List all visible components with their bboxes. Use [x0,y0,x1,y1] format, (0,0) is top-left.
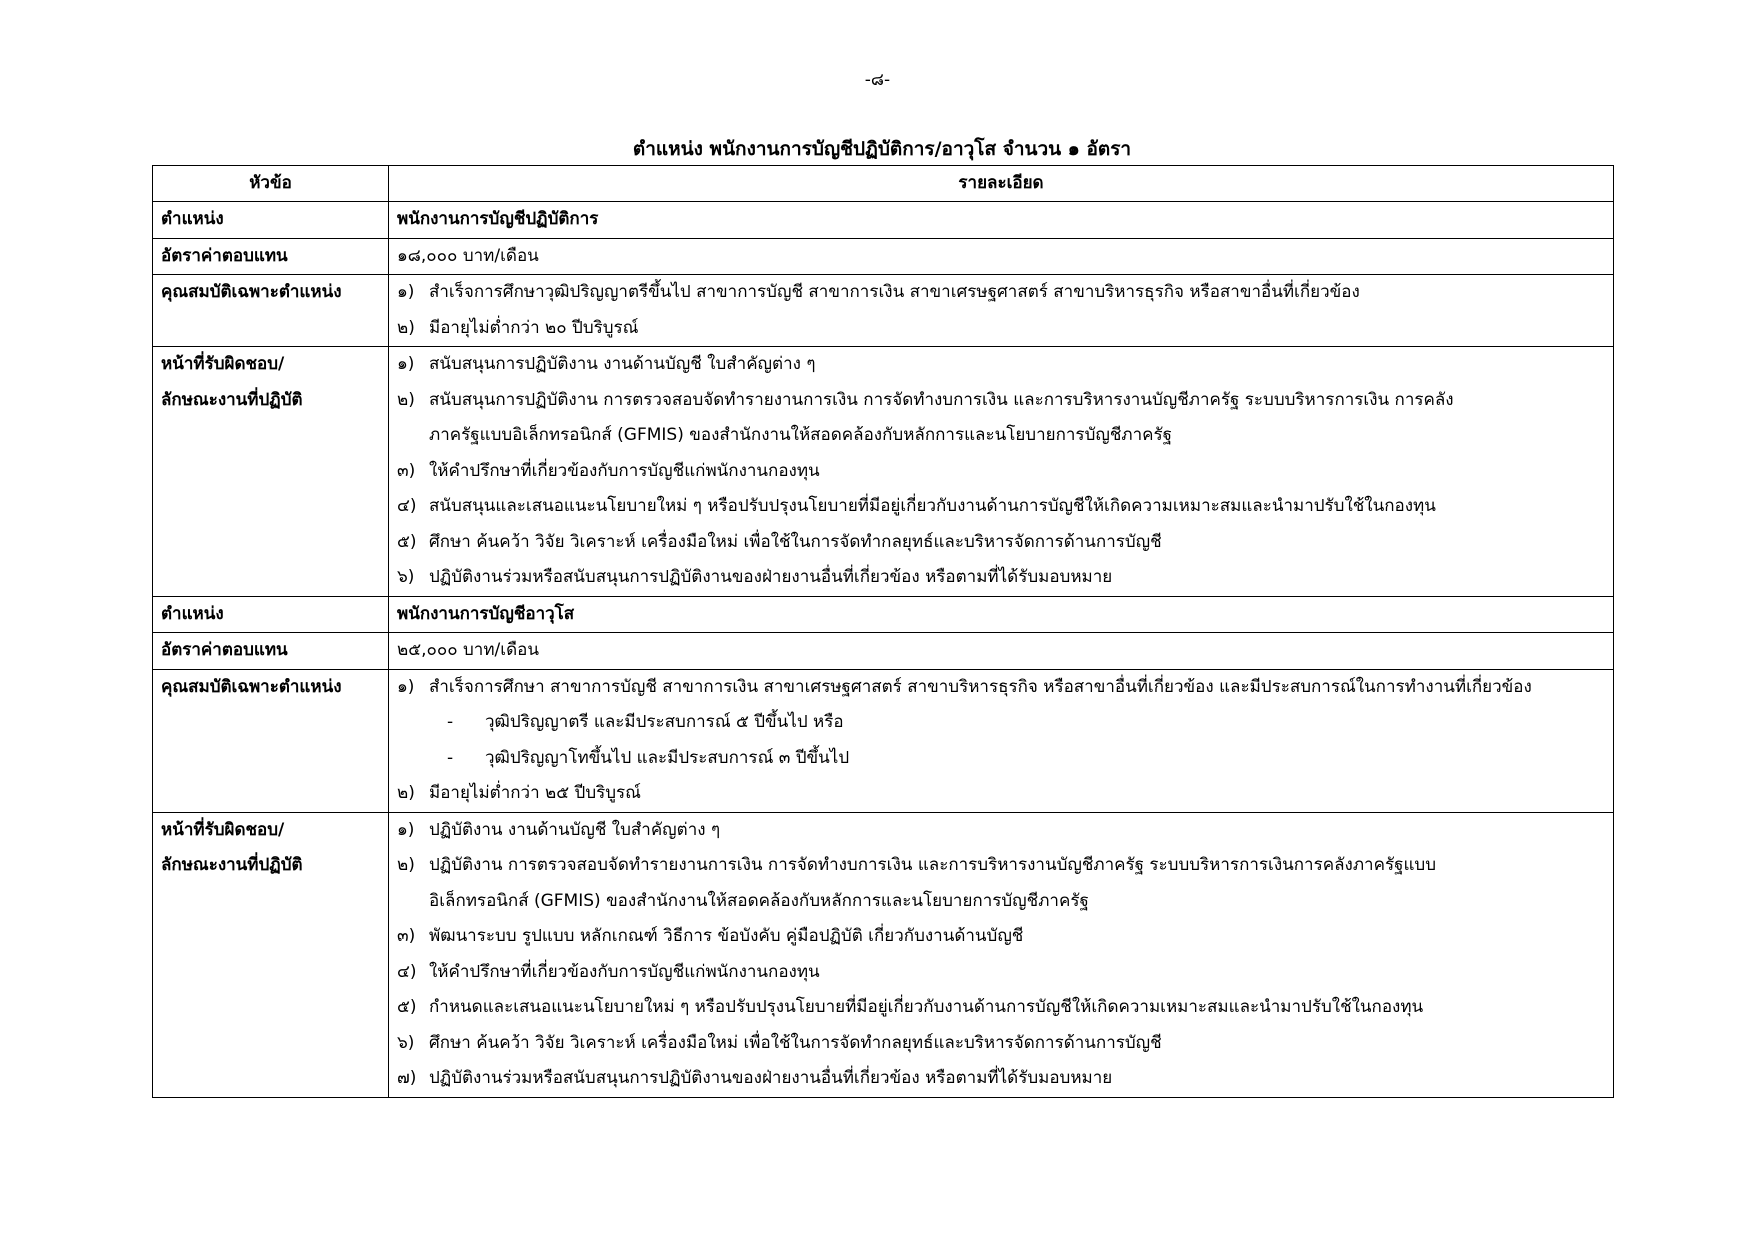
salary-label: อัตราค่าตอบแทน [153,238,389,275]
table-row [153,238,1614,275]
table-row [153,633,1614,670]
sub-list-item: - วุฒิปริญญาโทขึ้นไป และมีประสบการณ์ ๓ ปีขึ้นไป [447,747,850,768]
duty-label: หน้าที่รับผิดชอบ/ ลักษณะงานที่ปฏิบัติ [153,347,389,597]
duty-list [389,347,1614,597]
table-row [153,202,1614,239]
salary-value: ๑๘,๐๐๐ บาท/เดือน [389,238,1614,275]
header-detail: รายละเอียด [389,166,1614,202]
table-row [153,596,1614,633]
list-item: ๖) ศึกษา ค้นคว้า วิจัย วิเคราะห์ เครื่องมือใหม่ เพื่อใช้ในการจัดทำกลยุทธ์และบริหารจัดการด้านการบัญชี [397,1032,1162,1053]
list-item: ๒) ปฏิบัติงาน การตรวจสอบจัดทำรายงานการเงิน การจัดทำงบการเงิน และการบริหารงานบัญชีภาครัฐ ระบบบริหารการเงินการคลังภาครัฐแบบ [397,855,1437,875]
list-item-continuation: ภาครัฐแบบอิเล็กทรอนิกส์ (GFMIS) ของสำนักงานให้สอดคล้องกับหลักการและนโยบายการบัญชีภาครัฐ [429,425,1173,445]
list-item: ๔) สนับสนุนและเสนอแนะนโยบายใหม่ ๆ หรือปรับปรุงนโยบายที่มีอยู่เกี่ยวกับงานด้านการบัญชีให้เกิดความเหมาะสมและนำมาปรับใช้ในกองทุน [397,496,1436,516]
list-item: ๑) สำเร็จการศึกษาวุฒิปริญญาตรีขึ้นไป สาขาการบัญชี สาขาการเงิน สาขาเศรษฐศาสตร์ สาขาบริหารธุรกิจ หรือสาขาอื่นที่เกี่ยวข้อง [397,282,1360,302]
position-label: ตำแหน่ง [153,596,389,633]
list-item: ๔) ให้คำปรึกษาที่เกี่ยวข้องกับการบัญชีแก่พนักงานกองทุน [397,961,820,982]
table-row [153,812,1614,1097]
list-item-continuation: อิเล็กทรอนิกส์ (GFMIS) ของสำนักงานให้สอดคล้องกับหลักการและนโยบายการบัญชีภาครัฐ [429,890,1089,911]
position-value: พนักงานการบัญชีปฏิบัติการ [389,202,1614,239]
salary-label: อัตราค่าตอบแทน [153,633,389,670]
list-item: ๗) ปฏิบัติงานร่วมหรือสนับสนุนการปฏิบัติงานของฝ่ายงานอื่นที่เกี่ยวข้อง หรือตามที่ได้รับมอบหมาย [397,1068,1113,1088]
list-item: ๕) ศึกษา ค้นคว้า วิจัย วิเคราะห์ เครื่องมือใหม่ เพื่อใช้ในการจัดทำกลยุทธ์และบริหารจัดการด้านการบัญชี [397,531,1162,552]
sub-list-item: - วุฒิปริญญาตรี และมีประสบการณ์ ๕ ปีขึ้นไป หรือ [447,712,844,732]
header-topic: หัวข้อ [153,166,389,202]
job-spec-table [152,165,1614,1098]
table-header-row [153,166,1614,202]
table-row [153,275,1614,347]
qualification-label: คุณสมบัติเฉพาะตำแหน่ง [153,669,389,812]
table-row [153,347,1614,597]
list-item: ๓) พัฒนาระบบ รูปแบบ หลักเกณฑ์ วิธีการ ข้อบังคับ คู่มือปฏิบัติ เกี่ยวกับงานด้านบัญชี [397,926,1024,946]
document-title: ตำแหน่ง พนักงานการบัญชีปฏิบัติการ/อาวุโส จำนวน ๑ อัตรา [632,138,1132,160]
position-value: พนักงานการบัญชีอาวุโส [389,596,1614,633]
qualification-list [389,275,1614,347]
duty-list [389,812,1614,1097]
table-row [153,669,1614,812]
qualification-label: คุณสมบัติเฉพาะตำแหน่ง [153,275,389,347]
list-item: ๖) ปฏิบัติงานร่วมหรือสนับสนุนการปฏิบัติงานของฝ่ายงานอื่นที่เกี่ยวข้อง หรือตามที่ได้รับมอบหมาย [397,567,1113,587]
duty-label: หน้าที่รับผิดชอบ/ ลักษณะงานที่ปฏิบัติ [153,812,389,1097]
position-label: ตำแหน่ง [153,202,389,239]
list-item: ๒) มีอายุไม่ต่ำกว่า ๒๐ ปีบริบูรณ์ [397,317,639,338]
salary-value: ๒๕,๐๐๐ บาท/เดือน [389,633,1614,670]
page-number: -๘- [864,70,891,90]
qualification-list [389,669,1614,812]
list-item: ๑) สนับสนุนการปฏิบัติงาน งานด้านบัญชี ใบสำคัญต่าง ๆ [397,354,816,374]
list-item: ๒) มีอายุไม่ต่ำกว่า ๒๕ ปีบริบูรณ์ [397,783,641,803]
list-item: ๑) สำเร็จการศึกษา สาขาการบัญชี สาขาการเงิน สาขาเศรษฐศาสตร์ สาขาบริหารธุรกิจ หรือสาขาอื่นที่เกี่ยวข้อง และมีประสบการณ์ในการทำงานที่เกี่ยวข้อง [397,676,1532,697]
list-item: ๕) กำหนดและเสนอแนะนโยบายใหม่ ๆ หรือปรับปรุงนโยบายที่มีอยู่เกี่ยวกับงานด้านการบัญชีให้เกิดความเหมาะสมและนำมาปรับใช้ในกองทุน [397,997,1424,1017]
list-item: ๒) สนับสนุนการปฏิบัติงาน การตรวจสอบจัดทำรายงานการเงิน การจัดทำงบการเงิน และการบริหารงานบัญชีภาครัฐ ระบบบริหารการเงิน การคลัง [397,389,1454,410]
list-item: ๓) ให้คำปรึกษาที่เกี่ยวข้องกับการบัญชีแก่พนักงานกองทุน [397,460,820,481]
list-item: ๑) ปฏิบัติงาน งานด้านบัญชี ใบสำคัญต่าง ๆ [397,819,721,840]
